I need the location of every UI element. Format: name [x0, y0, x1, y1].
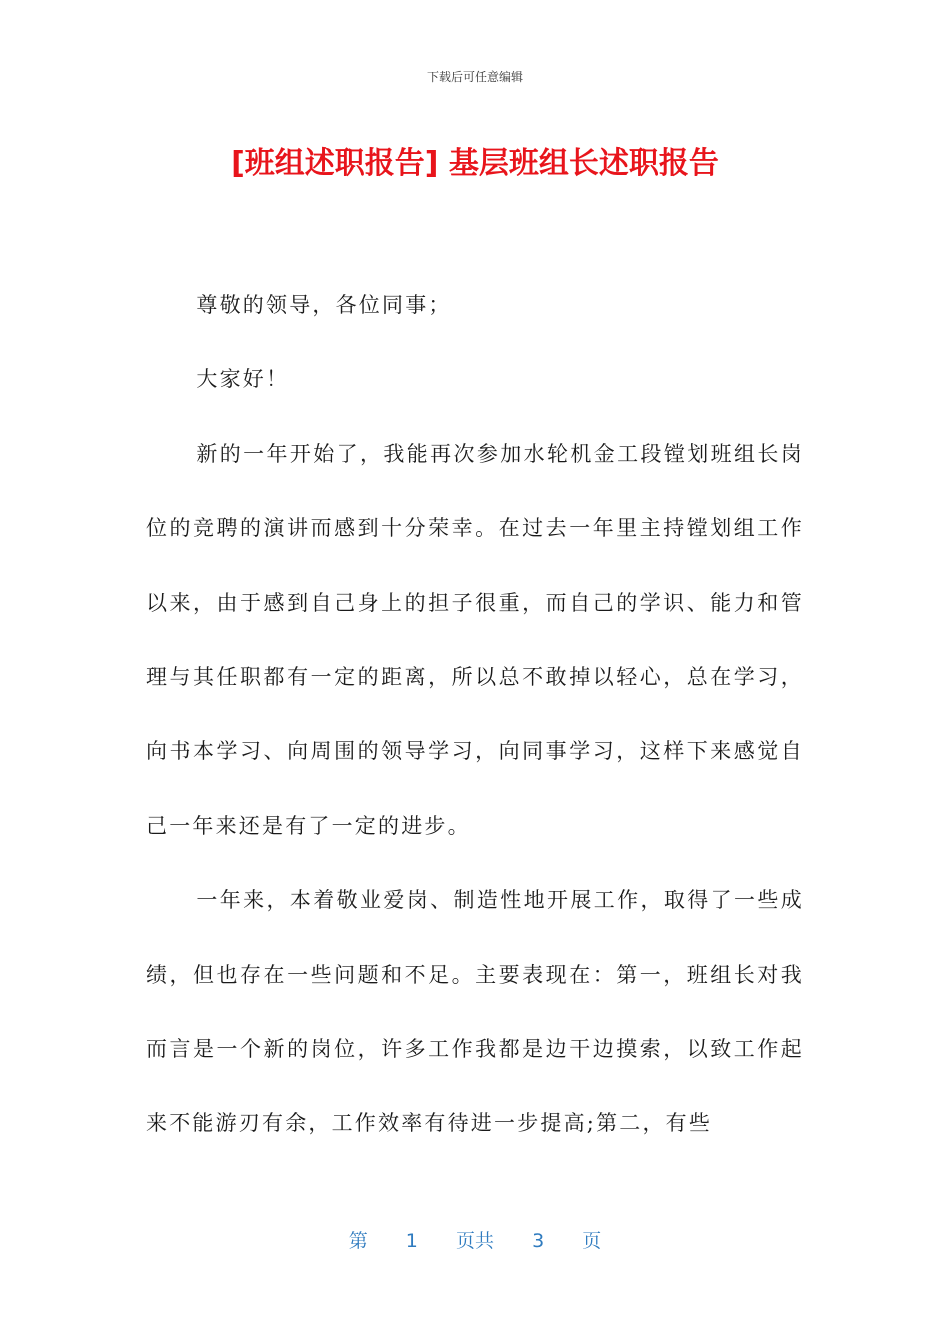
- document-body: [146, 268, 804, 1161]
- footer-total-pages: 3: [532, 1230, 545, 1252]
- paragraph-intro: 新的一年开始了，我能再次参加水轮机金工段镗划班组长岗位的竞聘的演讲而感到十分荣幸。在过去一年里主持镗划组工作以来，由于感到自己身上的担子很重，而自己的学识、能力和管理与其任职都有一定的距离，所以总不敢掉以轻心，总在学习，向书本学习、向周围的领导学习，向同事学习，这样下来感觉自己一年来还是有了一定的进步。: [146, 441, 804, 838]
- paragraph-greeting: 大家好！: [196, 367, 290, 392]
- document-title: [班组述职报告] 基层班组长述职报告: [231, 146, 719, 181]
- paragraph-summary: 一年来，本着敬业爱岗、制造性地开展工作，取得了一些成绩，但也存在一些问题和不足。主要表现在：第一，班组长对我而言是一个新的岗位，许多工作我都是边干边摸索，以致工作起来不能游刃有余，工作效率有待进一步提高;第二，有些: [146, 888, 804, 1136]
- footer-prefix: 第: [348, 1230, 368, 1252]
- footer-middle: 页共: [455, 1230, 494, 1252]
- footer-suffix: 页: [582, 1230, 602, 1252]
- header-note: 下载后可任意编辑: [426, 70, 523, 84]
- page-footer: [0, 1226, 950, 1253]
- paragraph-salutation: 尊敬的领导，各位同事；: [196, 293, 452, 317]
- footer-page-number: 1: [405, 1230, 418, 1252]
